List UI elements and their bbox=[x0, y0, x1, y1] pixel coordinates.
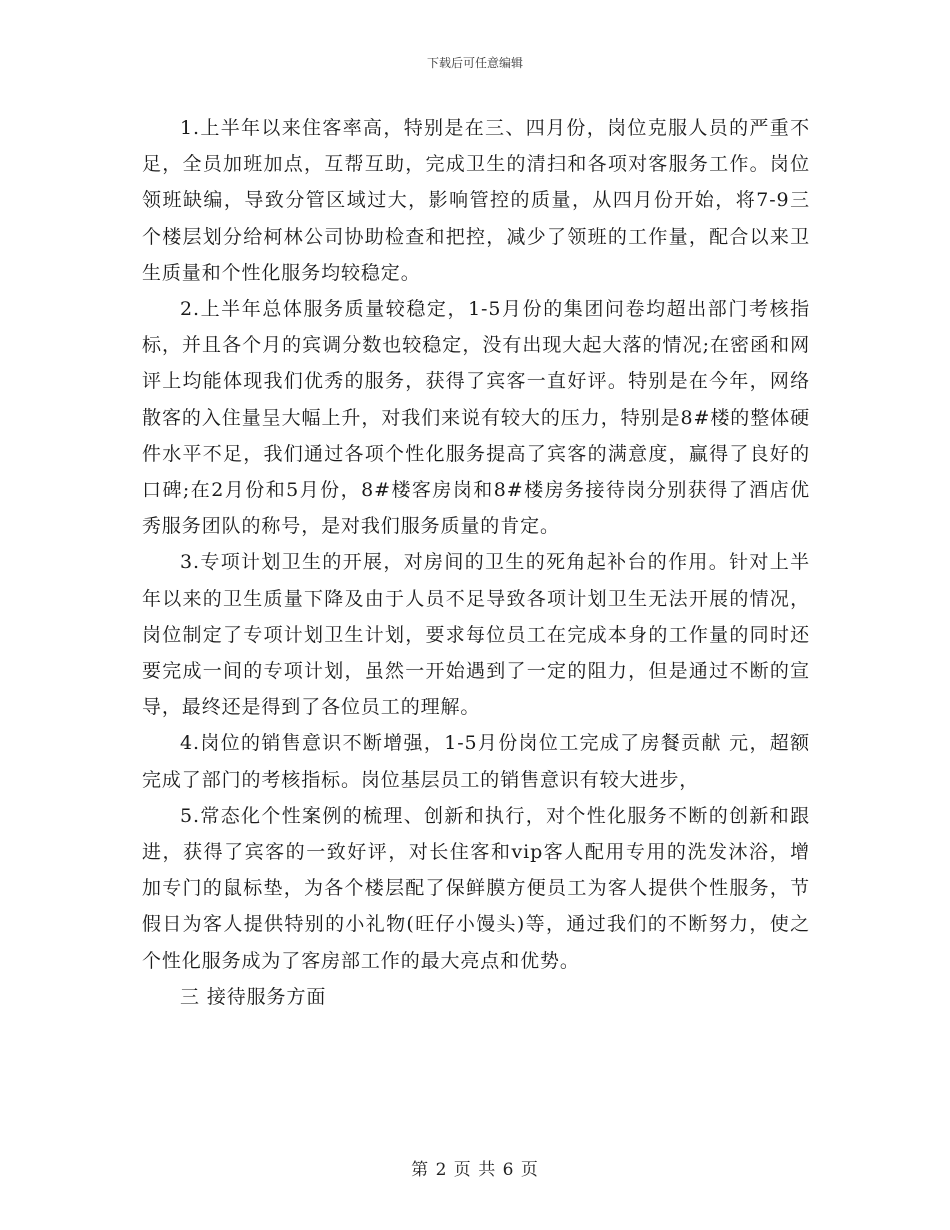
paragraph-2: 2.上半年总体服务质量较稳定，1-5月份的集团问卷均超出部门考核指标，并且各个月的宾调分数也较稳定，没有出现大起大落的情况;在密函和网评上均能体现我们优秀的服务，获得了宾客一直好评。特别是在今年，网络散客的入住量呈大幅上升，对我们来说有较大的压力，特别是8#楼的整体硬件水平不足，我们通过各项个性化服务提高了宾客的满意度，赢得了良好的口碑;在2月份和5月份，8#楼客房岗和8#楼房务接待岗分别获得了酒店优秀服务团队的称号，是对我们服务质量的肯定。 bbox=[142, 298, 810, 538]
document-body bbox=[142, 110, 810, 1015]
section-heading: 三 接待服务方面 bbox=[180, 985, 327, 1008]
paragraph-5: 5.常态化个性案例的梳理、创新和执行，对个性化服务不断的创新和跟进，获得了宾客的一致好评，对长住客和vip客人配用专用的洗发沐浴，增加专门的鼠标垫，为各个楼层配了保鲜膜方便员工为客人提供个性服务，节假日为客人提供特别的小礼物(旺仔小馒头)等，通过我们的不断努力，使之个性化服务成为了客房部工作的最大亮点和优势。 bbox=[142, 804, 810, 972]
page-number: 第 2 页 共 6 页 bbox=[411, 1160, 539, 1180]
paragraph-4: 4.岗位的销售意识不断增强，1-5月份岗位工完成了房餐贡献 元，超额完成了部门的考核指标。岗位基层员工的销售意识有较大进步， bbox=[142, 732, 810, 791]
paragraph-3: 3.专项计划卫生的开展，对房间的卫生的死角起补台的作用。针对上半年以来的卫生质量下降及由于人员不足导致各项计划卫生无法开展的情况，岗位制定了专项计划卫生计划，要求每位员工在完成本身的工作量的同时还要完成一间的专项计划，虽然一开始遇到了一定的阻力，但是通过不断的宣导，最终还是得到了各位员工的理解。 bbox=[142, 551, 810, 719]
page-header-note: 下载后可任意编辑 bbox=[426, 56, 523, 70]
paragraph-1: 1.上半年以来住客率高，特别是在三、四月份，岗位克服人员的严重不足，全员加班加点，互帮互助，完成卫生的清扫和各项对客服务工作。岗位领班缺编，导致分管区域过大，影响管控的质量，从四月份开始，将7-9三个楼层划分给柯林公司协助检查和把控，减少了领班的工作量，配合以来卫生质量和个性化服务均较稳定。 bbox=[142, 117, 810, 284]
